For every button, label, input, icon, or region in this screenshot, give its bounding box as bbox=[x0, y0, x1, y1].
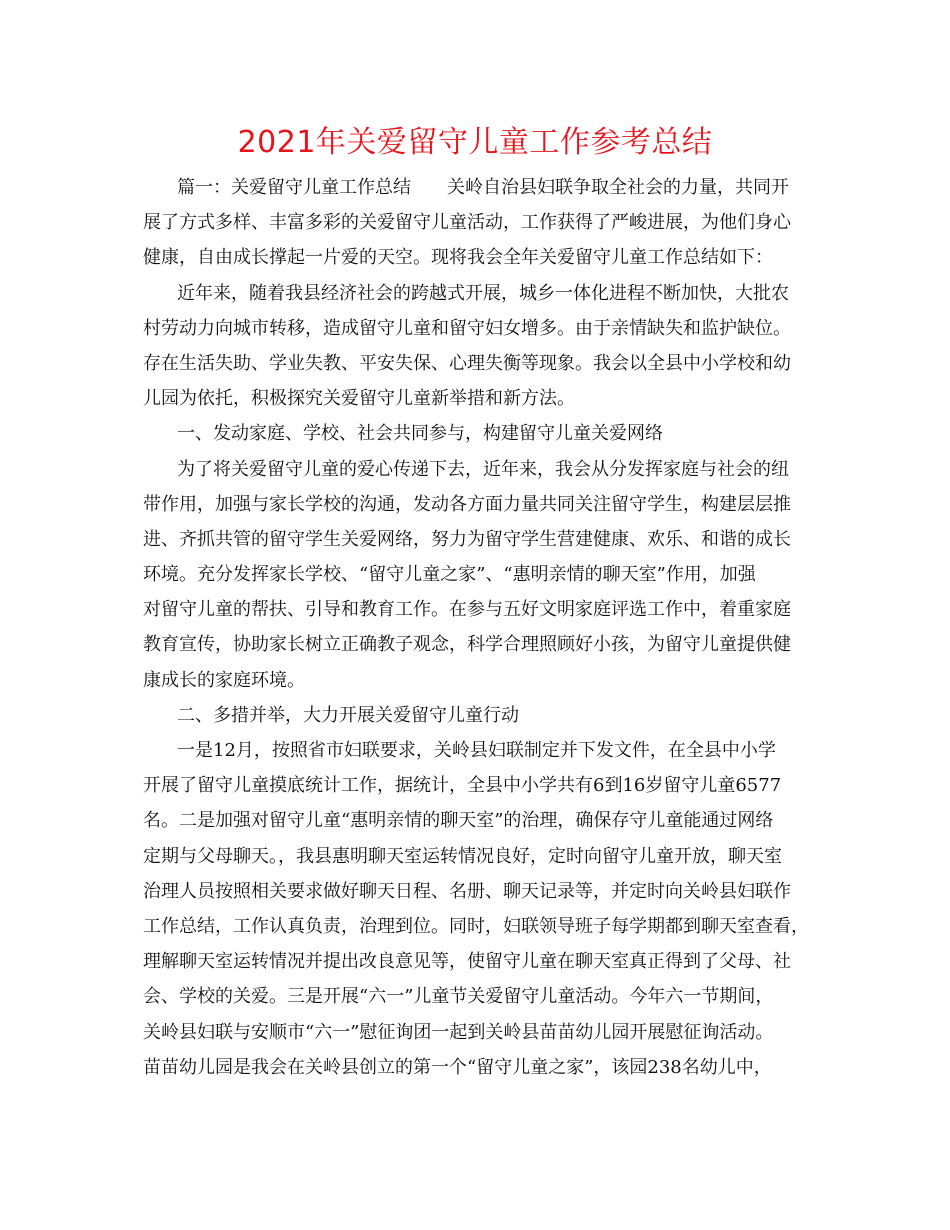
paragraph-line: 理解聊天室运转情况并提出改良意见等，使留守儿童在聊天室真正得到了父母、社 bbox=[143, 951, 791, 973]
section-heading: 二、多措并举，大力开展关爱留守儿童行动 bbox=[177, 704, 519, 726]
section-heading: 一、发动家庭、学校、社会共同参与，构建留守儿童关爱网络 bbox=[177, 423, 663, 445]
document-title: 2021年关爱留守儿童工作参考总结 bbox=[237, 125, 713, 160]
paragraph-line: 一是12月，按照省市妇联要求，关岭县妇联制定并下发文件，在全县中小学 bbox=[177, 740, 776, 761]
paragraph-line: 存在生活失助、学业失教、平安失保、心理失衡等现象。我会以全县中小学校和幼 bbox=[143, 352, 791, 374]
paragraph-line: 康成长的家庭环境。 bbox=[143, 669, 305, 691]
paragraph-line: 进、齐抓共管的留守学生关爱网络，努力为留守学生营建健康、欢乐、和谐的成长 bbox=[143, 528, 791, 550]
paragraph-line: 开展了留守儿童摸底统计工作，据统计，全县中小学共有6到16岁留守儿童6577 bbox=[143, 775, 782, 797]
paragraph-line: 近年来，随着我县经济社会的跨越式开展，城乡一体化进程不断加快，大批农 bbox=[177, 282, 789, 304]
paragraph-line: 治理人员按照相关要求做好聊天日程、名册、聊天记录等，并定时向关岭县妇联作 bbox=[143, 880, 791, 902]
document-body bbox=[143, 170, 813, 1085]
paragraph-line: 环境。充分发挥家长学校、“留守儿童之家”、“惠明亲情的聊天室”作用，加强 bbox=[143, 564, 756, 586]
paragraph-line: 对留守儿童的帮扶、引导和教育工作。在参与五好文明家庭评选工作中，着重家庭 bbox=[143, 599, 791, 621]
paragraph-line: 篇一：关爱留守儿童工作总结 关岭自治县妇联争取全社会的力量，共同开 bbox=[177, 177, 789, 198]
paragraph-line: 名。二是加强对留守儿童“惠明亲情的聊天室”的治理，确保存守儿童能通过网络 bbox=[143, 810, 774, 832]
paragraph-line: 工作总结，工作认真负责，治理到位。同时，妇联领导班子每学期都到聊天室查看， bbox=[143, 915, 809, 937]
paragraph-line: 关岭县妇联与安顺市“六一”慰征询团一起到关岭县苗苗幼儿园开展慰征询活动。 bbox=[143, 1021, 774, 1043]
paragraph-line: 苗苗幼儿园是我会在关岭县创立的第一个“留守儿童之家”，该园238名幼儿中， bbox=[143, 1056, 772, 1078]
paragraph-line: 为了将关爱留守儿童的爱心传递下去，近年来，我会从分发挥家庭与社会的纽 bbox=[177, 458, 789, 480]
paragraph-line: 展了方式多样、丰富多彩的关爱留守儿童活动，工作获得了严峻进展，为他们身心 bbox=[143, 212, 791, 234]
paragraph-line: 村劳动力向城市转移，造成留守儿童和留守妇女增多。由于亲情缺失和监护缺位。 bbox=[143, 317, 791, 339]
paragraph-line: 带作用，加强与家长学校的沟通，发动各方面力量共同关注留守学生，构建层层推 bbox=[143, 493, 791, 515]
paragraph-line: 儿园为依托，积极探究关爱留守儿童新举措和新方法。 bbox=[143, 388, 575, 410]
paragraph-line: 会、学校的关爱。三是开展“六一”儿童节关爱留守儿童活动。今年六一节期间， bbox=[143, 986, 774, 1008]
paragraph-line: 教育宣传，协助家长树立正确教子观念，科学合理照顾好小孩，为留守儿童提供健 bbox=[143, 634, 791, 656]
paragraph-line: 定期与父母聊天。，我县惠明聊天室运转情况良好，定时向留守儿童开放，聊天室 bbox=[143, 845, 782, 867]
paragraph-line: 健康，自由成长撑起一片爱的天空。现将我会全年关爱留守儿童工作总结如下： bbox=[143, 247, 773, 269]
